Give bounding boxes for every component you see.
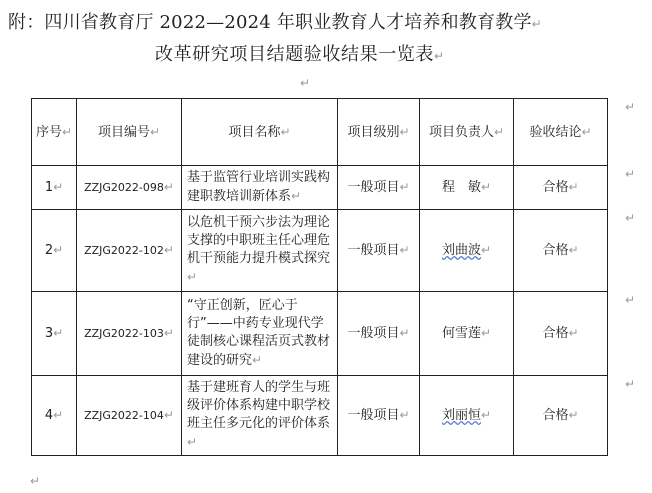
cell-name[interactable]: 以危机干预六步法为理论支撑的中职班主任心理危机干预能力提升模式探究↵ (182, 210, 338, 292)
cell-no[interactable]: 3↵ (32, 292, 77, 376)
row-end-mark: ↵ (625, 100, 636, 114)
cell-code[interactable]: ZZJG2022-104↵ (77, 376, 182, 456)
cell-name[interactable]: “守正创新，匠心于行”——中药专业现代学徒制核心课程活页式教材建设的研究↵ (182, 292, 338, 376)
cell-result[interactable]: 合格↵ (514, 166, 608, 210)
table-row (32, 166, 608, 210)
cell-code[interactable]: ZZJG2022-103↵ (77, 292, 182, 376)
paragraph-mark: ↵ (531, 17, 542, 31)
header-cell-result[interactable]: 验收结论↵ (514, 99, 608, 166)
cell-no[interactable]: 4↵ (32, 376, 77, 456)
cell-code[interactable]: ZZJG2022-102↵ (77, 210, 182, 292)
header-cell-name[interactable]: 项目名称↵ (182, 99, 338, 166)
row-end-mark: ↵ (625, 211, 636, 225)
paragraph-mark: ↵ (434, 49, 445, 63)
empty-paragraph-mark: ↵ (30, 474, 41, 488)
header-cell-no[interactable]: 序号↵ (32, 99, 77, 166)
cell-level[interactable]: 一般项目↵ (338, 166, 420, 210)
table-row (32, 210, 608, 292)
table-row (32, 376, 608, 456)
cell-level[interactable]: 一般项目↵ (338, 210, 420, 292)
cell-leader[interactable]: 刘曲波↵ (420, 210, 514, 292)
cell-no[interactable]: 2↵ (32, 210, 77, 292)
row-end-mark: ↵ (625, 293, 636, 307)
row-end-mark: ↵ (625, 377, 636, 391)
table-row (32, 292, 608, 376)
results-table (31, 98, 608, 456)
header-cell-level[interactable]: 项目级别↵ (338, 99, 420, 166)
cell-no[interactable]: 1↵ (32, 166, 77, 210)
cell-result[interactable]: 合格↵ (514, 376, 608, 456)
table-header-row (32, 99, 608, 166)
row-end-mark: ↵ (625, 167, 636, 181)
title-line-1-text: 附：四川省教育厅 2022—2024 年职业教育人才培养和教育教学 (8, 12, 532, 33)
document-title-line-1 (8, 8, 542, 34)
title-line-2-text: 改革研究项目结题验收结果一览表 (155, 44, 434, 65)
cell-level[interactable]: 一般项目↵ (338, 292, 420, 376)
empty-paragraph-mark: ↵ (300, 76, 311, 90)
header-cell-code[interactable]: 项目编号↵ (77, 99, 182, 166)
document-title-line-2 (155, 40, 445, 66)
cell-leader[interactable]: 刘丽恒↵ (420, 376, 514, 456)
cell-name[interactable]: 基于监管行业培训实践构建职教培训新体系↵ (182, 166, 338, 210)
cell-code[interactable]: ZZJG2022-098↵ (77, 166, 182, 210)
cell-name[interactable]: 基于建班育人的学生与班级评价体系构建中职学校班主任多元化的评价体系↵ (182, 376, 338, 456)
cell-level[interactable]: 一般项目↵ (338, 376, 420, 456)
cell-leader[interactable]: 何雪莲↵ (420, 292, 514, 376)
cell-result[interactable]: 合格↵ (514, 292, 608, 376)
cell-leader[interactable]: 程 敏↵ (420, 166, 514, 210)
header-cell-leader[interactable]: 项目负责人↵ (420, 99, 514, 166)
cell-result[interactable]: 合格↵ (514, 210, 608, 292)
